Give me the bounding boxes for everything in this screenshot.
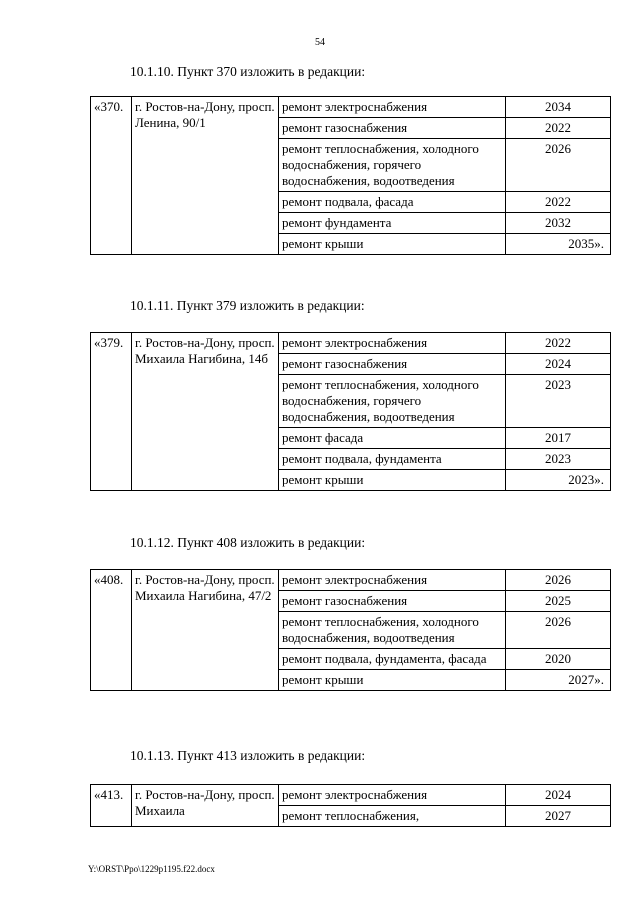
year-cell: 2023 bbox=[506, 449, 611, 470]
section-heading: 10.1.12. Пункт 408 изложить в редакции: bbox=[130, 535, 366, 550]
year-cell: 2020 bbox=[506, 649, 611, 670]
year-cell: 2017 bbox=[506, 428, 611, 449]
year-cell: 2022 bbox=[506, 333, 611, 354]
section-heading: 10.1.13. Пункт 413 изложить в редакции: bbox=[130, 748, 366, 763]
table-row bbox=[91, 785, 611, 806]
entry-number: «370. bbox=[91, 97, 132, 255]
year-cell: 2027 bbox=[506, 806, 611, 827]
year-cell: 2023 bbox=[506, 375, 611, 428]
work-cell: ремонт подвала, фасада bbox=[279, 192, 506, 213]
year-cell: 2024 bbox=[506, 785, 611, 806]
year-cell: 2023». bbox=[506, 470, 611, 491]
work-cell: ремонт подвала, фундамента bbox=[279, 449, 506, 470]
work-cell: ремонт крыши bbox=[279, 470, 506, 491]
year-cell: 2035». bbox=[506, 234, 611, 255]
table-row bbox=[91, 333, 611, 354]
entry-number: «408. bbox=[91, 570, 132, 691]
file-path-footer: Y:\ORST\Ppo\1229p1195.f22.docx bbox=[88, 864, 215, 874]
entry-number: «379. bbox=[91, 333, 132, 491]
address-cell: г. Ростов-на-Дону, просп. Михаила Нагибина, 47/2 bbox=[132, 570, 279, 691]
section-heading: 10.1.11. Пункт 379 изложить в редакции: bbox=[130, 298, 365, 313]
year-cell: 2025 bbox=[506, 591, 611, 612]
work-cell: ремонт газоснабжения bbox=[279, 354, 506, 375]
address-cell: г. Ростов-на-Дону, просп. Ленина, 90/1 bbox=[132, 97, 279, 255]
work-cell: ремонт электроснабжения bbox=[279, 97, 506, 118]
work-cell: ремонт крыши bbox=[279, 234, 506, 255]
page-number: 54 bbox=[315, 37, 325, 48]
year-cell: 2022 bbox=[506, 118, 611, 139]
table-row bbox=[91, 97, 611, 118]
work-cell: ремонт электроснабжения bbox=[279, 785, 506, 806]
section-heading: 10.1.10. Пункт 370 изложить в редакции: bbox=[130, 64, 366, 79]
work-cell: ремонт крыши bbox=[279, 670, 506, 691]
year-cell: 2034 bbox=[506, 97, 611, 118]
repair-table bbox=[90, 332, 611, 491]
year-cell: 2026 bbox=[506, 139, 611, 192]
repair-table bbox=[90, 784, 611, 827]
work-cell: ремонт теплоснабжения, холодного водоснабжения, горячего водоснабжения, водоотведения bbox=[279, 139, 506, 192]
year-cell: 2022 bbox=[506, 192, 611, 213]
work-cell: ремонт теплоснабжения, холодного водоснабжения, горячего водоснабжения, водоотведения bbox=[279, 375, 506, 428]
work-cell: ремонт теплоснабжения, bbox=[279, 806, 506, 827]
work-cell: ремонт фундамента bbox=[279, 213, 506, 234]
year-cell: 2026 bbox=[506, 570, 611, 591]
work-cell: ремонт электроснабжения bbox=[279, 570, 506, 591]
address-cell: г. Ростов-на-Дону, просп. Михаила bbox=[132, 785, 279, 827]
entry-number: «413. bbox=[91, 785, 132, 827]
work-cell: ремонт газоснабжения bbox=[279, 118, 506, 139]
year-cell: 2026 bbox=[506, 612, 611, 649]
repair-table bbox=[90, 96, 611, 255]
year-cell: 2032 bbox=[506, 213, 611, 234]
work-cell: ремонт фасада bbox=[279, 428, 506, 449]
repair-table bbox=[90, 569, 611, 691]
work-cell: ремонт подвала, фундамента, фасада bbox=[279, 649, 506, 670]
work-cell: ремонт теплоснабжения, холодного водоснабжения, водоотведения bbox=[279, 612, 506, 649]
table-row bbox=[91, 570, 611, 591]
work-cell: ремонт газоснабжения bbox=[279, 591, 506, 612]
year-cell: 2027». bbox=[506, 670, 611, 691]
work-cell: ремонт электроснабжения bbox=[279, 333, 506, 354]
address-cell: г. Ростов-на-Дону, просп. Михаила Нагибина, 14б bbox=[132, 333, 279, 491]
year-cell: 2024 bbox=[506, 354, 611, 375]
